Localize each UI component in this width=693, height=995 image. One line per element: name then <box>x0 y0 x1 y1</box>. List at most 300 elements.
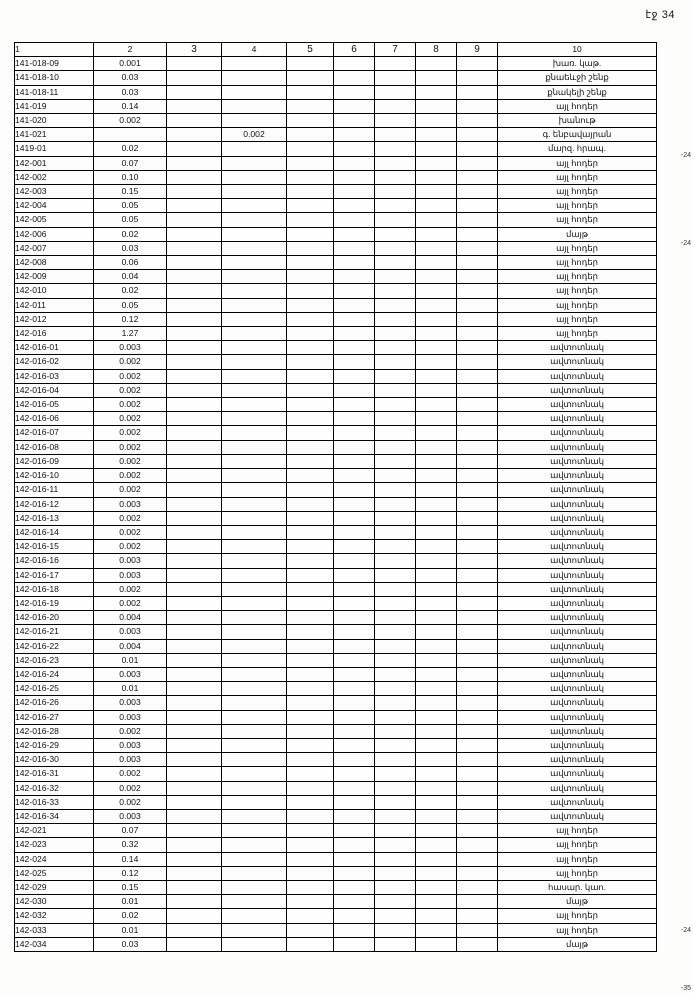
cell-col8 <box>416 937 457 951</box>
cell-col8 <box>416 795 457 809</box>
table-row <box>15 724 657 738</box>
cell-col7 <box>375 128 416 142</box>
table-row <box>15 469 657 483</box>
cell-col5 <box>287 696 334 710</box>
cell-col7 <box>375 866 416 880</box>
cell-area-col2: 0.002 <box>94 525 167 539</box>
cell-col8 <box>416 781 457 795</box>
cell-code: 142-012 <box>15 312 94 326</box>
cell-col5 <box>287 298 334 312</box>
cell-col3 <box>167 199 222 213</box>
cell-col8 <box>416 611 457 625</box>
table-row <box>15 497 657 511</box>
cell-col3 <box>167 398 222 412</box>
cell-code: 142-016-17 <box>15 568 94 582</box>
cell-description: այլ հոդեր <box>498 298 657 312</box>
cell-description: հասար. կաո. <box>498 880 657 894</box>
cell-area-col2: 0.01 <box>94 682 167 696</box>
cell-col5 <box>287 369 334 383</box>
cell-area-col2: 0.07 <box>94 824 167 838</box>
cell-col8 <box>416 213 457 227</box>
cell-description: ավտոտնակ <box>498 795 657 809</box>
cell-code: 142-016-03 <box>15 369 94 383</box>
cell-area-col2: 0.05 <box>94 213 167 227</box>
cell-description: ավտոտնակ <box>498 355 657 369</box>
table-row <box>15 199 657 213</box>
cell-col6 <box>334 582 375 596</box>
cell-area-col4 <box>222 682 287 696</box>
column-header-10: 10 <box>498 43 657 57</box>
cell-col9 <box>457 270 498 284</box>
table-row <box>15 781 657 795</box>
cell-col7 <box>375 341 416 355</box>
cell-code: 142-011 <box>15 298 94 312</box>
cell-col5 <box>287 682 334 696</box>
cell-area-col4 <box>222 497 287 511</box>
cell-col9 <box>457 824 498 838</box>
cell-col8 <box>416 880 457 894</box>
cell-col6 <box>334 497 375 511</box>
cell-code: 142-016-11 <box>15 483 94 497</box>
cell-col9 <box>457 795 498 809</box>
cell-col5 <box>287 256 334 270</box>
cell-code: 142-016-08 <box>15 440 94 454</box>
cell-col7 <box>375 426 416 440</box>
cell-col7 <box>375 909 416 923</box>
cell-col3 <box>167 57 222 71</box>
cell-col6 <box>334 85 375 99</box>
cell-area-col4 <box>222 341 287 355</box>
cell-col6 <box>334 710 375 724</box>
cell-area-col2: 0.002 <box>94 469 167 483</box>
cell-col7 <box>375 895 416 909</box>
cell-area-col4 <box>222 596 287 610</box>
table-row <box>15 611 657 625</box>
cell-area-col2: 0.12 <box>94 312 167 326</box>
cell-area-col4 <box>222 369 287 383</box>
cell-col3 <box>167 738 222 752</box>
cell-col9 <box>457 625 498 639</box>
cell-col8 <box>416 71 457 85</box>
cell-col6 <box>334 412 375 426</box>
cell-col3 <box>167 809 222 823</box>
cell-area-col2: 0.002 <box>94 426 167 440</box>
cell-area-col2: 0.01 <box>94 653 167 667</box>
cell-col6 <box>334 895 375 909</box>
cell-col3 <box>167 824 222 838</box>
cell-col7 <box>375 852 416 866</box>
table-row <box>15 398 657 412</box>
cell-area-col4 <box>222 85 287 99</box>
column-header-3: 3 <box>167 43 222 57</box>
cell-col7 <box>375 753 416 767</box>
cell-area-col2: 0.02 <box>94 909 167 923</box>
cell-description: ավտոտնակ <box>498 497 657 511</box>
table-row <box>15 682 657 696</box>
cell-col8 <box>416 284 457 298</box>
cell-area-col4 <box>222 327 287 341</box>
table-row <box>15 355 657 369</box>
table-row <box>15 738 657 752</box>
cell-area-col4 <box>222 895 287 909</box>
cell-col3 <box>167 383 222 397</box>
cell-col7 <box>375 71 416 85</box>
cell-code: 141-018-10 <box>15 71 94 85</box>
cell-col9 <box>457 511 498 525</box>
cell-code: 142-033 <box>15 923 94 937</box>
table-row <box>15 383 657 397</box>
cell-col7 <box>375 682 416 696</box>
cell-col6 <box>334 767 375 781</box>
cell-area-col2: 0.14 <box>94 852 167 866</box>
cell-area-col2: 0.003 <box>94 554 167 568</box>
cell-col7 <box>375 568 416 582</box>
cell-code: 142-002 <box>15 170 94 184</box>
cell-description: ավտոտնակ <box>498 809 657 823</box>
cell-col7 <box>375 57 416 71</box>
cell-col5 <box>287 398 334 412</box>
cell-code: 142-016-29 <box>15 738 94 752</box>
cell-col3 <box>167 568 222 582</box>
cell-col5 <box>287 312 334 326</box>
cell-area-col4 <box>222 540 287 554</box>
cell-col8 <box>416 696 457 710</box>
cell-col8 <box>416 866 457 880</box>
cell-description: ավտոտնակ <box>498 440 657 454</box>
cell-description: ավտոտնակ <box>498 753 657 767</box>
cell-col5 <box>287 412 334 426</box>
cell-col6 <box>334 667 375 681</box>
cell-col8 <box>416 469 457 483</box>
table-row <box>15 582 657 596</box>
cell-col9 <box>457 738 498 752</box>
cell-col9 <box>457 483 498 497</box>
cell-col8 <box>416 525 457 539</box>
column-header-7: 7 <box>375 43 416 57</box>
cell-area-col2: 0.05 <box>94 199 167 213</box>
cell-col7 <box>375 284 416 298</box>
cell-col8 <box>416 440 457 454</box>
cell-code: 142-004 <box>15 199 94 213</box>
margin-note-2: -24 <box>680 240 691 247</box>
cell-col3 <box>167 156 222 170</box>
cell-code: 142-016-20 <box>15 611 94 625</box>
cell-col3 <box>167 369 222 383</box>
cell-col3 <box>167 114 222 128</box>
cell-area-col2: 0.05 <box>94 298 167 312</box>
cell-code: 142-032 <box>15 909 94 923</box>
cell-col5 <box>287 639 334 653</box>
cell-col9 <box>457 369 498 383</box>
cell-area-col4 <box>222 909 287 923</box>
cell-area-col4 <box>222 199 287 213</box>
cell-col6 <box>334 71 375 85</box>
cell-area-col2: 0.003 <box>94 738 167 752</box>
cell-area-col2: 0.07 <box>94 156 167 170</box>
cell-description: մայթ <box>498 937 657 951</box>
cell-col8 <box>416 596 457 610</box>
cell-code: 142-016-16 <box>15 554 94 568</box>
cell-area-col2: 0.002 <box>94 724 167 738</box>
cell-code: 142-016-14 <box>15 525 94 539</box>
table-row <box>15 128 657 142</box>
cell-col9 <box>457 426 498 440</box>
cell-col3 <box>167 866 222 880</box>
cell-description: ավտոտնակ <box>498 582 657 596</box>
cell-col6 <box>334 554 375 568</box>
cell-col8 <box>416 270 457 284</box>
cell-col5 <box>287 880 334 894</box>
cell-area-col4 <box>222 866 287 880</box>
cell-description: ավտոտնակ <box>498 568 657 582</box>
column-header-2: 2 <box>94 43 167 57</box>
cell-col9 <box>457 454 498 468</box>
cell-area-col4 <box>222 270 287 284</box>
cell-description: ավտոտնակ <box>498 511 657 525</box>
cell-area-col4 <box>222 71 287 85</box>
table-row <box>15 838 657 852</box>
column-header-9: 9 <box>457 43 498 57</box>
cell-col6 <box>334 738 375 752</box>
cell-area-col2: 1.27 <box>94 327 167 341</box>
cell-area-col4 <box>222 469 287 483</box>
cell-col3 <box>167 71 222 85</box>
table-row <box>15 298 657 312</box>
cell-col6 <box>334 809 375 823</box>
cell-area-col4 <box>222 454 287 468</box>
cell-code: 142-016-28 <box>15 724 94 738</box>
cell-col5 <box>287 653 334 667</box>
cell-col3 <box>167 312 222 326</box>
cell-col3 <box>167 298 222 312</box>
cell-col8 <box>416 199 457 213</box>
cell-code: 142-016-26 <box>15 696 94 710</box>
cell-code: 142-029 <box>15 880 94 894</box>
cell-code: 142-016-04 <box>15 383 94 397</box>
cell-col7 <box>375 114 416 128</box>
cell-col5 <box>287 170 334 184</box>
cell-code: 142-016-22 <box>15 639 94 653</box>
cell-col7 <box>375 937 416 951</box>
cell-col9 <box>457 440 498 454</box>
cell-col8 <box>416 99 457 113</box>
cell-col6 <box>334 99 375 113</box>
cell-col8 <box>416 639 457 653</box>
cell-col3 <box>167 611 222 625</box>
cell-col3 <box>167 525 222 539</box>
cell-col8 <box>416 710 457 724</box>
cell-description: ավտոտնակ <box>498 625 657 639</box>
cell-col5 <box>287 454 334 468</box>
cell-description: ավտոտնակ <box>498 596 657 610</box>
cell-area-col4 <box>222 383 287 397</box>
cell-area-col2: 0.002 <box>94 398 167 412</box>
table-row <box>15 880 657 894</box>
cell-col3 <box>167 795 222 809</box>
cell-area-col2: 0.002 <box>94 540 167 554</box>
cell-description: ավտոտնակ <box>498 525 657 539</box>
cell-col5 <box>287 767 334 781</box>
cell-col8 <box>416 540 457 554</box>
cell-col7 <box>375 880 416 894</box>
cell-col5 <box>287 440 334 454</box>
cell-description: ավտոտնակ <box>498 611 657 625</box>
cell-col6 <box>334 838 375 852</box>
cell-col9 <box>457 639 498 653</box>
cell-area-col2: 0.003 <box>94 497 167 511</box>
cell-col3 <box>167 412 222 426</box>
cell-col3 <box>167 355 222 369</box>
table-row <box>15 284 657 298</box>
cell-col6 <box>334 270 375 284</box>
cell-col9 <box>457 284 498 298</box>
table-row <box>15 923 657 937</box>
cell-description: այլ հոդեր <box>498 838 657 852</box>
cell-col8 <box>416 426 457 440</box>
cell-col5 <box>287 213 334 227</box>
cell-col8 <box>416 156 457 170</box>
cell-col3 <box>167 696 222 710</box>
margin-note-4: -35 <box>680 985 691 992</box>
cell-col5 <box>287 824 334 838</box>
cell-col6 <box>334 511 375 525</box>
cell-col5 <box>287 724 334 738</box>
cell-code: 141-018-09 <box>15 57 94 71</box>
table-row <box>15 454 657 468</box>
table-row <box>15 753 657 767</box>
cell-area-col2: 0.002 <box>94 781 167 795</box>
cell-col3 <box>167 639 222 653</box>
cell-col5 <box>287 710 334 724</box>
cell-col8 <box>416 497 457 511</box>
cell-description: քնակելի շենք <box>498 85 657 99</box>
cell-area-col4 <box>222 284 287 298</box>
cell-col6 <box>334 781 375 795</box>
cell-col5 <box>287 142 334 156</box>
cell-area-col2: 0.14 <box>94 99 167 113</box>
cell-col9 <box>457 398 498 412</box>
cell-area-col4 <box>222 781 287 795</box>
cell-col8 <box>416 554 457 568</box>
cell-col3 <box>167 625 222 639</box>
table-row <box>15 696 657 710</box>
cell-description: այլ հոդեր <box>498 270 657 284</box>
table-row <box>15 71 657 85</box>
cell-description: ավտոտնակ <box>498 341 657 355</box>
cell-area-col2: 0.003 <box>94 753 167 767</box>
cell-area-col2: 0.002 <box>94 454 167 468</box>
cell-col6 <box>334 383 375 397</box>
cell-col9 <box>457 753 498 767</box>
cell-description: ավտոտնակ <box>498 667 657 681</box>
cell-description: այլ հոդեր <box>498 909 657 923</box>
cell-col8 <box>416 412 457 426</box>
cell-col6 <box>334 185 375 199</box>
cell-col5 <box>287 426 334 440</box>
cell-area-col2: 0.002 <box>94 440 167 454</box>
cell-description: այլ հոդեր <box>498 923 657 937</box>
cell-col9 <box>457 525 498 539</box>
cell-code: 142-016-12 <box>15 497 94 511</box>
cell-col9 <box>457 540 498 554</box>
cell-col7 <box>375 440 416 454</box>
cell-area-col4 <box>222 440 287 454</box>
cell-col8 <box>416 625 457 639</box>
cell-col8 <box>416 511 457 525</box>
cell-area-col4 <box>222 568 287 582</box>
cell-col6 <box>334 454 375 468</box>
cell-description: ավտոտնակ <box>498 554 657 568</box>
cell-area-col2: 0.002 <box>94 511 167 525</box>
cell-col9 <box>457 767 498 781</box>
cell-code: 142-016-13 <box>15 511 94 525</box>
cell-col9 <box>457 710 498 724</box>
cell-col8 <box>416 667 457 681</box>
cell-code: 142-016-06 <box>15 412 94 426</box>
cell-area-col4 <box>222 298 287 312</box>
cell-col9 <box>457 185 498 199</box>
cell-area-col2: 0.15 <box>94 185 167 199</box>
cell-col6 <box>334 753 375 767</box>
cell-col9 <box>457 696 498 710</box>
cell-col9 <box>457 909 498 923</box>
cell-area-col2: 0.01 <box>94 895 167 909</box>
cell-col6 <box>334 369 375 383</box>
cell-area-col4 <box>222 227 287 241</box>
cell-col3 <box>167 724 222 738</box>
table-row <box>15 227 657 241</box>
cell-col8 <box>416 824 457 838</box>
cell-col9 <box>457 156 498 170</box>
cell-description: ավտոտնակ <box>498 767 657 781</box>
table-row <box>15 852 657 866</box>
cell-area-col2: 0.002 <box>94 795 167 809</box>
cell-col3 <box>167 469 222 483</box>
cell-area-col4 <box>222 923 287 937</box>
cell-description: ավտոտնակ <box>498 653 657 667</box>
cell-col7 <box>375 270 416 284</box>
table-header-row <box>15 43 657 57</box>
cell-area-col2: 0.03 <box>94 71 167 85</box>
cell-area-col2: 0.03 <box>94 85 167 99</box>
cell-area-col4 <box>222 57 287 71</box>
cell-col9 <box>457 809 498 823</box>
cell-col8 <box>416 738 457 752</box>
cell-description: ավտոտնակ <box>498 412 657 426</box>
cell-col9 <box>457 256 498 270</box>
cell-code: 1419-01 <box>15 142 94 156</box>
cell-col9 <box>457 852 498 866</box>
cell-description: այլ հոդեր <box>498 312 657 326</box>
table-row <box>15 440 657 454</box>
cell-description: այլ հոդեր <box>498 99 657 113</box>
cell-col6 <box>334 284 375 298</box>
cell-description: ավտոտնակ <box>498 469 657 483</box>
cell-col6 <box>334 355 375 369</box>
cell-col5 <box>287 809 334 823</box>
cell-col8 <box>416 327 457 341</box>
cell-col3 <box>167 497 222 511</box>
cell-col7 <box>375 596 416 610</box>
cell-area-col4 <box>222 795 287 809</box>
cell-description: այլ հոդեր <box>498 241 657 255</box>
cell-col7 <box>375 99 416 113</box>
cell-col9 <box>457 838 498 852</box>
cell-area-col4 <box>222 241 287 255</box>
cell-code: 142-034 <box>15 937 94 951</box>
table-row <box>15 937 657 951</box>
cell-col6 <box>334 469 375 483</box>
